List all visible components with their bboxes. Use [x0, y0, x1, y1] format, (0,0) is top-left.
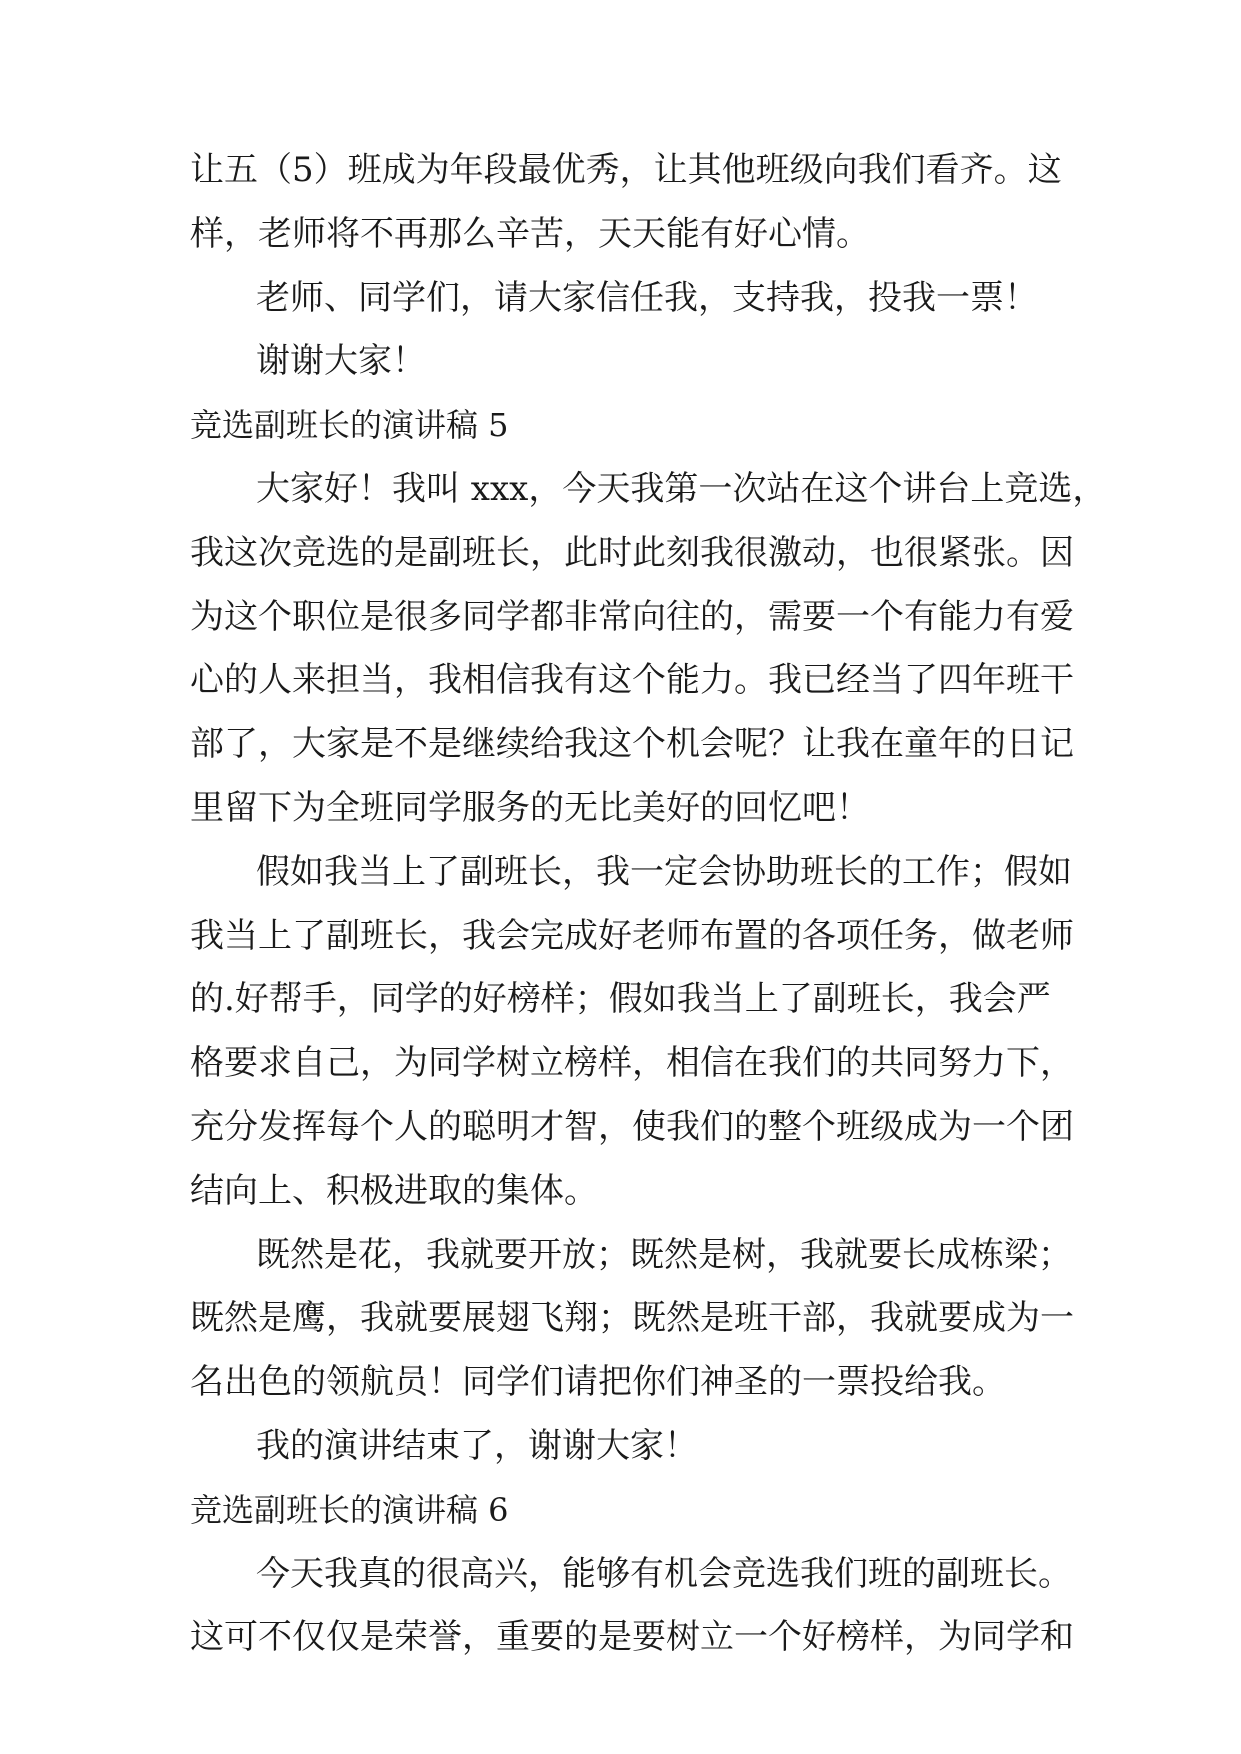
paragraph-line: 既然是花，我就要开放；既然是树，我就要长成栋梁；	[256, 1235, 1072, 1275]
section-heading: 竞选副班长的演讲稿 5	[190, 406, 509, 444]
paragraph-line: 老师、同学们，请大家信任我，支持我，投我一票！	[256, 278, 1038, 318]
paragraph-line: 的.好帮手，同学的好榜样；假如我当上了副班长，我会严	[190, 979, 1051, 1019]
paragraph-line: 我的演讲结束了，谢谢大家！	[256, 1426, 698, 1466]
paragraph-line: 今天我真的很高兴，能够有机会竞选我们班的副班长。	[256, 1554, 1072, 1594]
paragraph-line: 让五（5）班成为年段最优秀，让其他班级向我们看齐。这	[190, 150, 1062, 190]
paragraph-line: 我这次竞选的是副班长，此时此刻我很激动，也很紧张。因	[190, 533, 1074, 573]
paragraph-line: 格要求自己，为同学树立榜样，相信在我们的共同努力下，	[190, 1043, 1074, 1083]
paragraph-line: 这可不仅仅是荣誉，重要的是要树立一个好榜样，为同学和	[190, 1617, 1074, 1657]
paragraph-line: 充分发挥每个人的聪明才智，使我们的整个班级成为一个团	[190, 1107, 1074, 1147]
paragraph-line: 大家好！我叫 xxx，今天我第一次站在这个讲台上竞选，	[256, 469, 1107, 509]
paragraph-line: 假如我当上了副班长，我一定会协助班长的工作；假如	[256, 852, 1072, 892]
paragraph-line: 部了，大家是不是继续给我这个机会呢？让我在童年的日记	[190, 724, 1074, 764]
paragraph-line: 谢谢大家！	[256, 341, 426, 381]
paragraph-line: 样，老师将不再那么辛苦，天天能有好心情。	[190, 214, 870, 254]
paragraph-line: 我当上了副班长，我会完成好老师布置的各项任务，做老师	[190, 916, 1074, 956]
paragraph-line: 名出色的领航员！同学们请把你们神圣的一票投给我。	[190, 1362, 1006, 1402]
paragraph-line: 为这个职位是很多同学都非常向往的，需要一个有能力有爱	[190, 597, 1074, 637]
paragraph-line: 里留下为全班同学服务的无比美好的回忆吧！	[190, 788, 870, 828]
section-heading: 竞选副班长的演讲稿 6	[190, 1491, 509, 1529]
paragraph-line: 结向上、积极进取的集体。	[190, 1171, 598, 1211]
paragraph-line: 心的人来担当，我相信我有这个能力。我已经当了四年班干	[190, 660, 1074, 700]
paragraph-line: 既然是鹰，我就要展翅飞翔；既然是班干部，我就要成为一	[190, 1298, 1074, 1338]
